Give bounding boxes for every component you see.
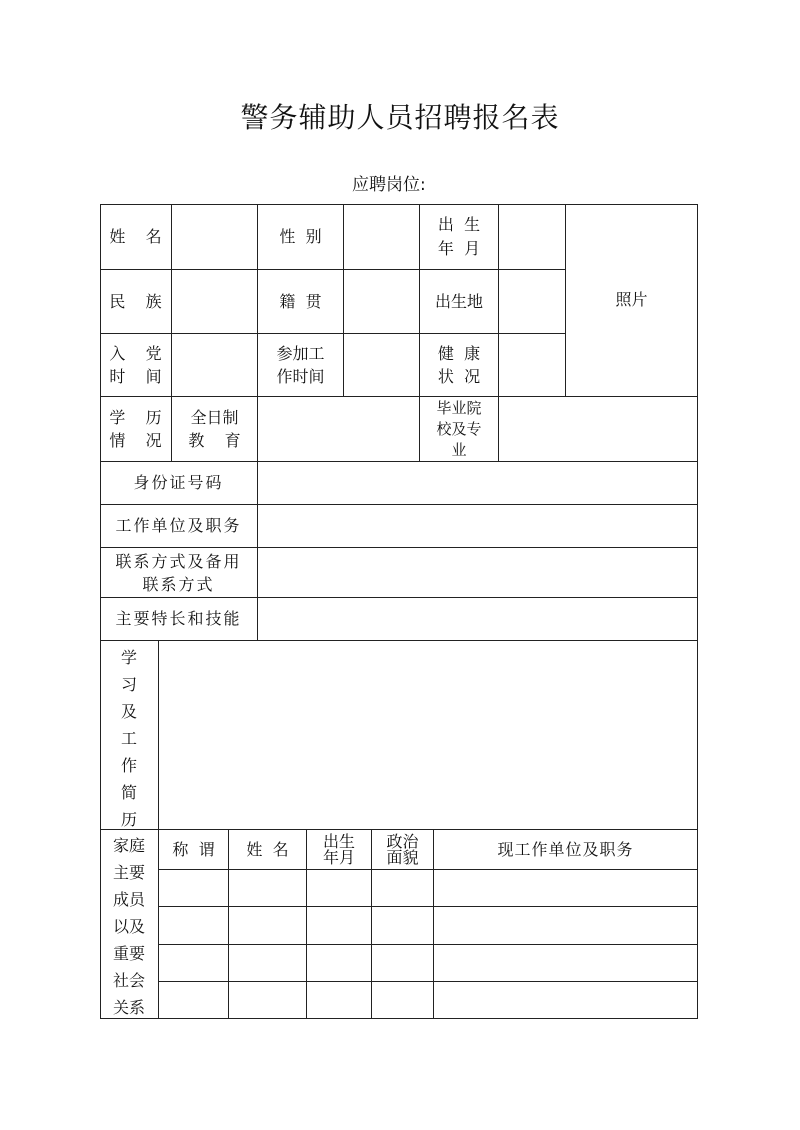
contact-label-cell bbox=[100, 548, 258, 598]
photo-label: 照片 bbox=[615, 290, 648, 310]
education-label: 学 历 情 况 bbox=[109, 407, 162, 450]
native-place-label-cell bbox=[258, 270, 344, 334]
family-row-2-birth[interactable] bbox=[307, 907, 372, 945]
health-label-cell bbox=[420, 334, 499, 397]
family-label-cell bbox=[100, 830, 159, 1019]
employer-label-cell bbox=[100, 505, 258, 548]
ethnicity-field[interactable] bbox=[172, 270, 258, 334]
family-row-2-employer[interactable] bbox=[434, 907, 698, 945]
name-label-cell bbox=[100, 204, 172, 270]
id-number-label: 身份证号码 bbox=[133, 473, 224, 493]
family-row-2-politics[interactable] bbox=[372, 907, 434, 945]
family-row-2-relation[interactable] bbox=[159, 907, 229, 945]
family-row-1-name[interactable] bbox=[229, 870, 307, 907]
family-row-3-politics[interactable] bbox=[372, 945, 434, 982]
relation-header: 称 谓 bbox=[172, 839, 215, 859]
family-row-4-employer[interactable] bbox=[434, 982, 698, 1019]
family-row-1-birth[interactable] bbox=[307, 870, 372, 907]
party-date-label: 入 党 时 间 bbox=[109, 343, 162, 386]
family-row-2-name[interactable] bbox=[229, 907, 307, 945]
id-number-label-cell bbox=[100, 462, 258, 505]
employer-header: 现工作单位及职务 bbox=[497, 839, 634, 859]
health-label: 健 康 状 况 bbox=[437, 343, 481, 386]
birth-label-cell bbox=[420, 204, 499, 270]
id-number-field[interactable] bbox=[258, 462, 698, 505]
employer-field[interactable] bbox=[258, 505, 698, 548]
birthplace-label-cell bbox=[420, 270, 499, 334]
fulltime-edu-label-cell bbox=[172, 397, 258, 462]
gender-label: 性 别 bbox=[279, 226, 322, 246]
ethnicity-label-cell bbox=[100, 270, 172, 334]
applied-post-label: 应聘岗位: bbox=[352, 175, 426, 195]
page-title: 警务辅助人员招聘报名表 bbox=[240, 101, 560, 134]
family-row-4-name[interactable] bbox=[229, 982, 307, 1019]
gender-field[interactable] bbox=[344, 204, 420, 270]
work-start-field[interactable] bbox=[344, 334, 420, 397]
school-major-label-cell bbox=[420, 397, 499, 462]
native-place-label: 籍 贯 bbox=[279, 291, 322, 311]
family-relations-label: 家庭 主要 成员 以及 重要 社会 关系 bbox=[112, 836, 145, 1017]
work-start-label: 参加工 作时间 bbox=[276, 343, 325, 386]
family-col-politics bbox=[372, 830, 434, 870]
family-row-3-employer[interactable] bbox=[434, 945, 698, 982]
name-field[interactable] bbox=[172, 204, 258, 270]
employer-label: 工作单位及职务 bbox=[115, 516, 242, 536]
family-row-1-employer[interactable] bbox=[434, 870, 698, 907]
family-row-3-name[interactable] bbox=[229, 945, 307, 982]
birth-date-field[interactable] bbox=[499, 204, 566, 270]
family-row-1-politics[interactable] bbox=[372, 870, 434, 907]
name-header: 姓 名 bbox=[246, 839, 289, 859]
ethnicity-label: 民 族 bbox=[109, 291, 162, 311]
family-col-name bbox=[229, 830, 307, 870]
birth-header: 出生 年月 bbox=[322, 831, 355, 867]
fulltime-education-label: 全日制 教 育 bbox=[188, 407, 241, 450]
skills-label: 主要特长和技能 bbox=[115, 609, 242, 629]
party-date-label-cell bbox=[100, 334, 172, 397]
resume-label-cell bbox=[100, 641, 159, 830]
family-row-3-birth[interactable] bbox=[307, 945, 372, 982]
family-row-1-relation[interactable] bbox=[159, 870, 229, 907]
school-major-field[interactable] bbox=[499, 397, 698, 462]
fulltime-education-field[interactable] bbox=[258, 397, 420, 462]
resume-field[interactable] bbox=[159, 641, 698, 830]
education-label-cell bbox=[100, 397, 172, 462]
skills-field[interactable] bbox=[258, 598, 698, 641]
native-place-field[interactable] bbox=[344, 270, 420, 334]
family-row-3-relation[interactable] bbox=[159, 945, 229, 982]
birth-date-label: 出 生 年 月 bbox=[437, 215, 481, 258]
health-field[interactable] bbox=[499, 334, 566, 397]
photo-box[interactable] bbox=[566, 204, 698, 397]
family-row-4-relation[interactable] bbox=[159, 982, 229, 1019]
skills-label-cell bbox=[100, 598, 258, 641]
registration-form-table bbox=[100, 204, 698, 1019]
family-col-employer bbox=[434, 830, 698, 870]
resume-label: 学 习 及 工 作 简 历 bbox=[120, 647, 137, 829]
school-major-label: 毕业院 校及专 业 bbox=[436, 398, 482, 459]
gender-label-cell bbox=[258, 204, 344, 270]
family-col-relation bbox=[159, 830, 229, 870]
contact-label: 联系方式及备用 联系方式 bbox=[115, 551, 242, 594]
birthplace-label: 出生地 bbox=[434, 291, 483, 311]
name-label: 姓 名 bbox=[109, 226, 162, 246]
family-col-birth bbox=[307, 830, 372, 870]
work-start-label-cell bbox=[258, 334, 344, 397]
party-date-field[interactable] bbox=[172, 334, 258, 397]
contact-field[interactable] bbox=[258, 548, 698, 598]
politics-header: 政治 面貌 bbox=[386, 831, 419, 867]
birthplace-field[interactable] bbox=[499, 270, 566, 334]
family-row-4-politics[interactable] bbox=[372, 982, 434, 1019]
family-row-4-birth[interactable] bbox=[307, 982, 372, 1019]
